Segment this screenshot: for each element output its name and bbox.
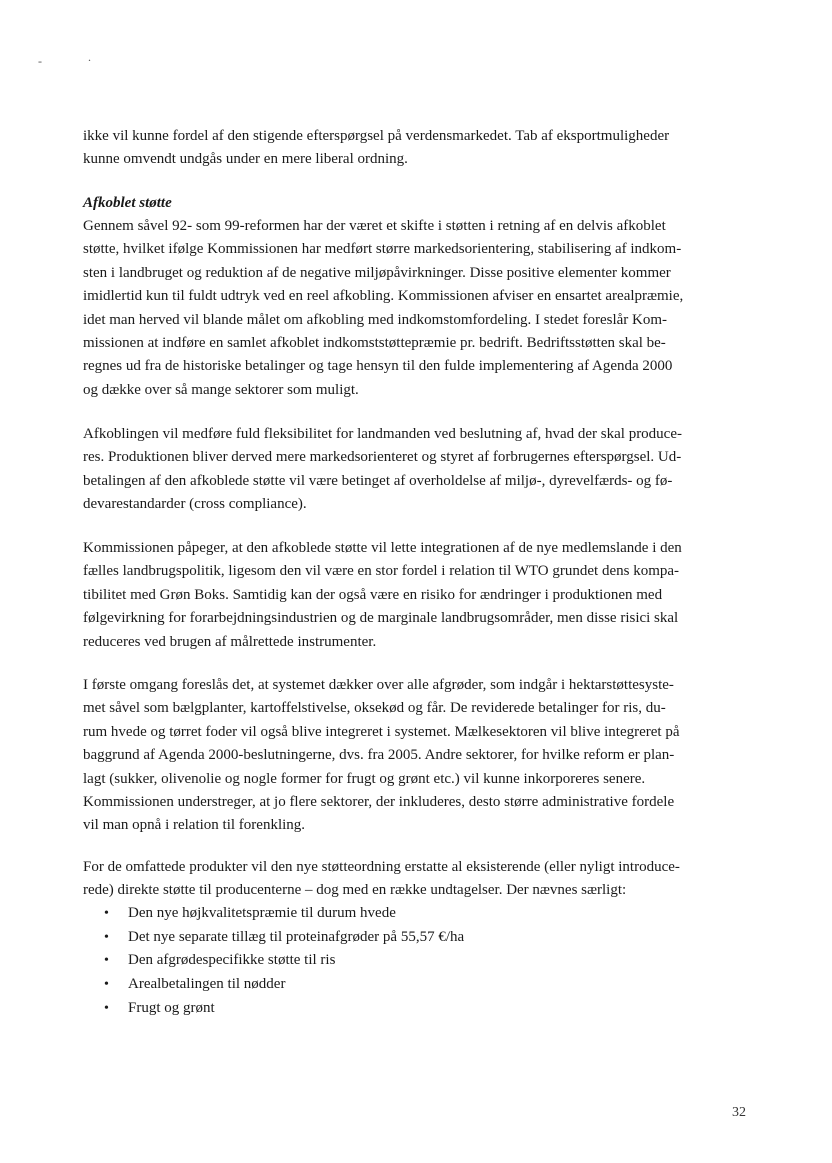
list-item-label: Arealbetalingen til nødder bbox=[128, 976, 286, 993]
list-item bbox=[83, 902, 464, 926]
text-line: I første omgang foreslås det, at systemet dækker over alle afgrøder, som indgår i hektarstøttesyste- bbox=[83, 677, 674, 693]
paragraph-1 bbox=[83, 215, 748, 402]
bullet-icon: • bbox=[104, 977, 109, 993]
section-heading: Afkoblet støtte bbox=[83, 195, 172, 211]
page-number: 32 bbox=[732, 1105, 746, 1120]
bullet-icon: • bbox=[104, 906, 109, 921]
text-line: Afkoblingen vil medføre fuld fleksibilitet for landmanden ved beslutning af, hvad der skal produce- bbox=[83, 426, 682, 442]
bullet-list bbox=[83, 902, 464, 1021]
list-item bbox=[83, 949, 464, 973]
text-line: missionen at indføre en samlet afkoblet indkomststøttepræmie pr. bedrift. Bedriftsstøtten skal be- bbox=[83, 335, 666, 352]
bullet-icon: • bbox=[104, 929, 109, 945]
text-line: rum hvede og tørret foder vil også blive integreret i systemet. Mælkesektoren vil blive integreret på bbox=[83, 723, 680, 740]
list-item-label: Den nye højkvalitetspræmie til durum hvede bbox=[128, 905, 396, 921]
text-line: følgevirkning for forarbejdningsindustrien og de marginale landbrugsområder, men disse risici skal bbox=[83, 610, 679, 627]
text-line: idet man herved vil blande målet om afkobling med indkomstomfordeling. I stedet foreslår Kom- bbox=[83, 311, 668, 328]
text-line: imidlertid kun til fuldt udtryk ved en reel afkobling. Kommissionen afviser en ensartet arealpræmie, bbox=[83, 288, 684, 305]
text-line: Gennem såvel 92- som 99-reformen har der været et skifte i støtten i retning af en delvis afkoblet bbox=[83, 218, 666, 234]
list-item-label: Det nye separate tillæg til proteinafgrøder på 55,57 €/ha bbox=[128, 928, 465, 945]
text-line: regnes ud fra de historiske betalinger og tage hensyn til den fulde implementering af Agenda 2000 bbox=[83, 358, 673, 375]
list-item bbox=[83, 997, 464, 1021]
text-line: ikke vil kunne fordel af den stigende efterspørgsel på verdensmarkedet. Tab af eksportmuligheder bbox=[83, 128, 670, 144]
bullet-icon: • bbox=[104, 953, 109, 969]
text-line: Kommissionen påpeger, at den afkoblede støtte vil lette integrationen af de nye medlemslande i den bbox=[83, 540, 682, 556]
text-line: lagt (sukker, olivenolie og nogle former for frugt og grønt etc.) vil kunne inkorporeres senere. bbox=[83, 770, 646, 787]
list-item bbox=[83, 973, 464, 997]
text-line: Kommissionen understreger, at jo flere sektorer, der inkluderes, desto større administrative fordele bbox=[83, 794, 675, 811]
text-line: betalingen af den afkoblede støtte vil være betinget af overholdelse af miljø-, dyrevelfærds- og fø- bbox=[83, 472, 673, 489]
paragraph-4 bbox=[83, 674, 748, 838]
list-item-label: Den afgrødespecifikke støtte til ris bbox=[128, 952, 336, 969]
text-line: vil man opnå i relation til forenkling. bbox=[83, 817, 306, 834]
list-item bbox=[83, 926, 464, 950]
text-line: kunne omvendt undgås under en mere liberal ordning. bbox=[83, 151, 408, 168]
text-line: rede) direkte støtte til producenterne – dog med en række undtagelser. Der nævnes særligt: bbox=[83, 882, 627, 899]
bullet-icon: • bbox=[104, 1000, 109, 1016]
paragraph-intro bbox=[83, 125, 748, 172]
text-line: devarestandarder (cross compliance). bbox=[83, 496, 307, 513]
paragraph-5 bbox=[83, 856, 748, 903]
text-line: fælles landbrugspolitik, ligesom den vil være en stor fordel i relation til WTO grundet dens kompa- bbox=[83, 563, 680, 580]
text-line: tibilitet med Grøn Boks. Samtidig kan der også være en risiko for ændringer i produktionen med bbox=[83, 586, 663, 603]
text-line: baggrund af Agenda 2000-beslutningerne, dvs. fra 2005. Andre sektorer, for hvilke reform er plan- bbox=[83, 747, 675, 764]
text-line: For de omfattede produkter vil den nye støtteordning erstatte al eksisterende (eller nyligt introduce- bbox=[83, 859, 680, 875]
scan-mark-dot: . bbox=[88, 50, 91, 64]
text-line: og dække over så mange sektorer som muligt. bbox=[83, 381, 359, 398]
text-line: sten i landbruget og reduktion af de negative miljøpåvirkninger. Disse positive elementer kommer bbox=[83, 264, 671, 281]
scan-mark-dash: - bbox=[38, 54, 42, 68]
paragraph-3 bbox=[83, 537, 748, 654]
text-line: res. Produktionen bliver derved mere markedsorienteret og styret af forbrugernes efterspørgsel. Ud- bbox=[83, 449, 682, 466]
text-line: met såvel som bælgplanter, kartoffelstivelse, oksekød og får. De reviderede betalinger for ris, du- bbox=[83, 700, 666, 717]
text-line: reduceres ved brugen af målrettede instrumenter. bbox=[83, 633, 377, 650]
text-line: støtte, hvilket ifølge Kommissionen har medført større markedsorientering, stabilisering af indkom- bbox=[83, 241, 682, 258]
paragraph-2 bbox=[83, 423, 748, 517]
list-item-label: Frugt og grønt bbox=[128, 999, 215, 1016]
